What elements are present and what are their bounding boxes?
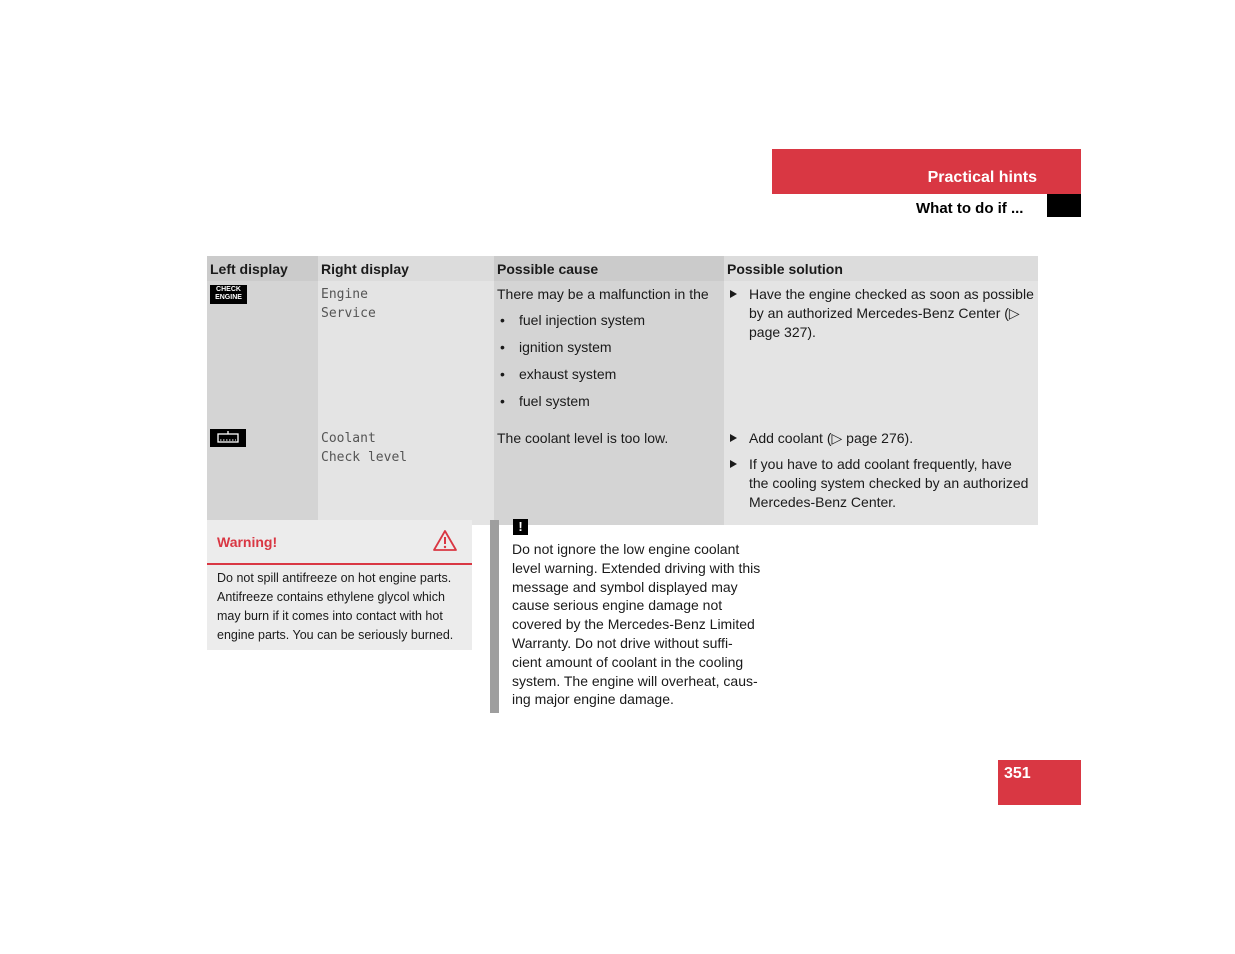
left-display-cell <box>207 425 318 525</box>
coolant-icon <box>210 429 246 447</box>
solution-text: If you have to add coolant frequently, have the cooling system checked by an authorized Mercedes-Benz Center. <box>749 456 1029 510</box>
diagnosis-table <box>207 256 1038 525</box>
display-text-line: Coolant <box>321 431 376 446</box>
solution-step <box>727 285 1035 342</box>
page-number-box <box>998 760 1081 805</box>
left-display-cell <box>207 281 318 425</box>
table-row <box>207 281 1038 425</box>
possible-cause-cell <box>494 425 724 525</box>
column-header: Left display <box>207 256 318 281</box>
section-header-bar <box>772 149 1081 194</box>
step-arrow-icon <box>730 290 737 298</box>
subsection-title: What to do if ... <box>916 200 1024 217</box>
right-display-cell <box>318 281 494 425</box>
warning-text: Do not spill antifreeze on hot engine parts. Antifreeze contains ethylene glycol which may burn if it comes into contact with hot engine parts. You can be seriously burned. <box>217 571 454 642</box>
exclamation-icon: ! <box>513 519 528 535</box>
possible-cause-cell <box>494 281 724 425</box>
cause-text: The coolant level is too low. <box>497 430 669 446</box>
solution-step <box>727 455 1035 512</box>
solution-text: Have the engine checked as soon as possible by an authorized Mercedes-Benz Center (▷ page 327). <box>749 286 1034 340</box>
subsection-marker <box>1047 194 1081 217</box>
warning-triangle-icon <box>432 529 458 557</box>
cause-intro: There may be a malfunction in the <box>497 286 709 302</box>
possible-solution-cell <box>724 281 1038 425</box>
cause-list <box>497 311 721 411</box>
table-header-row <box>207 256 1038 281</box>
warning-header <box>207 520 472 565</box>
list-item: • fuel system <box>497 392 721 411</box>
note-side-bar <box>490 520 499 713</box>
note-text: Do not ignore the low engine coolant level warning. Extended driving with this message and symbol displayed may cause serious engine damage not covered by the Mercedes-Benz Limited Warranty. Do not drive without suffi-cient amount of coolant in the cooling system. The engine will overheat, caus-ing major engine damage. <box>512 541 761 708</box>
list-item: • fuel injection system <box>497 311 721 330</box>
page-number: 351 <box>1004 765 1031 782</box>
display-text-line: Engine <box>321 287 368 302</box>
warning-box <box>207 520 472 650</box>
step-arrow-icon <box>730 460 737 468</box>
column-header: Possible solution <box>724 256 1038 281</box>
column-header: Possible cause <box>494 256 724 281</box>
column-header: Right display <box>318 256 494 281</box>
step-arrow-icon <box>730 434 737 442</box>
list-item: • ignition system <box>497 338 721 357</box>
right-display-cell <box>318 425 494 525</box>
solution-list <box>727 429 1035 512</box>
solution-step <box>727 429 1035 448</box>
possible-solution-cell <box>724 425 1038 525</box>
section-title: Practical hints <box>927 169 1037 186</box>
display-text-line: Check level <box>321 450 408 465</box>
display-text-line: Service <box>321 306 376 321</box>
solution-text: Add coolant (▷ page 276). <box>749 430 914 446</box>
list-item: • exhaust system <box>497 365 721 384</box>
solution-list <box>727 285 1035 342</box>
warning-title: Warning! <box>217 534 278 550</box>
check-engine-icon: CHECK ENGINE <box>210 285 247 304</box>
table-row <box>207 425 1038 525</box>
